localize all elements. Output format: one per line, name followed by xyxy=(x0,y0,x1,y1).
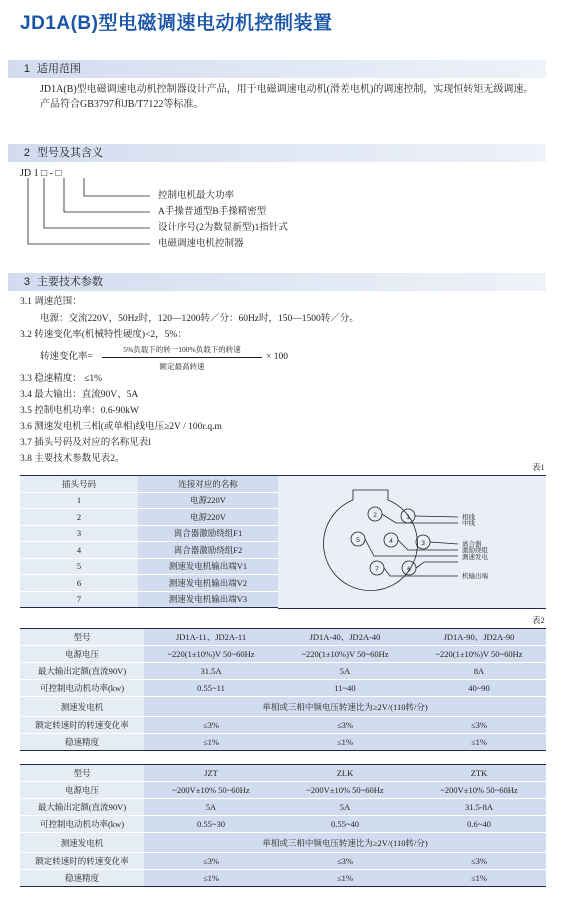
table-row xyxy=(20,492,278,509)
param-3-4: 3.4 最大输出：直流90V、5A xyxy=(20,390,139,400)
table-cell: 电源220V xyxy=(138,509,278,526)
param-3-1-detail: 电源：交流220V，50Hz时，120—1200转／分：60Hz时，150—1500转／分。 xyxy=(40,314,359,324)
spec-table-jzt xyxy=(20,764,546,887)
diagram-label: 离合器 xyxy=(462,541,482,548)
table-cell: 测速发电机输出端V1 xyxy=(138,558,278,575)
table-header-cell: JD1A-90、JD2A-90 xyxy=(412,629,546,646)
pin-label: 6 xyxy=(407,566,411,573)
table2-label: 表2 xyxy=(532,615,545,625)
table-cell: 40~90 xyxy=(412,680,546,697)
model-meaning-type: A手操普通型B手操精密型 xyxy=(158,207,267,217)
table-row xyxy=(20,734,546,751)
table-cell: ≤1% xyxy=(278,870,412,887)
section-number: 1 xyxy=(23,63,30,75)
scope-text-1: JD1A(B)型电磁调速电动机控制器设计产品，用于电磁调速电动机(滑差电机)的调速控制，实现恒转矩无级调速。 xyxy=(40,84,534,95)
table-header-cell: ZTK xyxy=(412,765,546,782)
page-title: JD1A(B)型电磁调速电动机控制装置 xyxy=(20,13,333,34)
table-row xyxy=(20,816,546,833)
table-cell: 额定转速时的转速变化率 xyxy=(20,853,144,870)
formula-denominator: 额定最高转速 xyxy=(159,362,205,371)
table-cell: 0.6~40 xyxy=(412,816,546,833)
table-row xyxy=(20,509,278,526)
table-cell: 7 xyxy=(20,591,138,608)
table-cell: 0.55~30 xyxy=(144,816,278,833)
table-cell: 8A xyxy=(412,663,546,680)
plug-table xyxy=(20,475,278,608)
model-bracket-diagram xyxy=(0,0,576,260)
table-row xyxy=(20,591,278,608)
table-cell: 31.5-8A xyxy=(412,799,546,816)
section-header-params xyxy=(8,273,546,291)
section-label: 主要技术参数 xyxy=(37,276,103,288)
table-cell: 稳速精度 xyxy=(20,734,144,751)
table-cell: 电源电压 xyxy=(20,782,144,799)
table-row xyxy=(20,833,546,853)
pin-label: 7 xyxy=(375,566,379,573)
table-cell: 31.5A xyxy=(144,663,278,680)
table-row xyxy=(20,663,546,680)
formula-numerator: 5%负载下的转一100%负载下的转速 xyxy=(123,345,241,354)
diagram-label: 测速发电 xyxy=(462,554,488,561)
table-row xyxy=(20,697,546,717)
table-row xyxy=(20,782,546,799)
table-cell: 1 xyxy=(20,492,138,509)
table-row xyxy=(20,853,546,870)
table-cell: 离合器激励绕组F2 xyxy=(138,542,278,559)
table-header-row xyxy=(20,765,546,782)
table-cell: 测速发电机输出端V3 xyxy=(138,591,278,608)
table-cell: 5 xyxy=(20,558,138,575)
table-cell: ≤1% xyxy=(412,734,546,751)
diagram-label: 相线 xyxy=(462,514,475,521)
table-cell: 2 xyxy=(20,509,138,526)
formula-multiplier: × 100 xyxy=(266,352,288,362)
table-cell: ≤3% xyxy=(144,717,278,734)
pin-label: 4 xyxy=(389,538,393,545)
table-row xyxy=(20,646,546,663)
model-meaning-power: 控制电机最大功率 xyxy=(158,191,235,201)
table-header-cell: ZLK xyxy=(278,765,412,782)
model-meaning-controller: 电磁调速电机控制器 xyxy=(158,239,244,249)
table-cell: 额定转速时的转速变化率 xyxy=(20,717,144,734)
table-cell: 单相或三相中频电压转速比为≥2V/(110转/分) xyxy=(144,697,546,717)
table-cell: 最大输出定额(直流90V) xyxy=(20,799,144,816)
table-cell: ≤3% xyxy=(144,853,278,870)
table-row xyxy=(20,717,546,734)
table-cell: ~220(1±10%)V 50~60Hz xyxy=(278,646,412,663)
table1-label: 表1 xyxy=(532,462,545,472)
formula-fraction-bar xyxy=(102,357,262,358)
section-label: 适用范围 xyxy=(37,63,81,75)
table-cell: 可控制电动机功率(kw) xyxy=(20,816,144,833)
pin-label: 1 xyxy=(406,514,410,521)
table-cell: 6 xyxy=(20,575,138,592)
param-3-6: 3.6 测速发电机三相(或单相)线电压≥2V / 100r.q.m xyxy=(20,422,222,432)
table-header-row xyxy=(20,476,278,493)
pin-label: 2 xyxy=(373,512,377,519)
table-cell: 电源电压 xyxy=(20,646,144,663)
table-cell: ~200V±10% 50~60Hz xyxy=(412,782,546,799)
table-header-cell: JD1A-11、JD2A-11 xyxy=(144,629,278,646)
param-3-3: 3.3 稳速精度： ≤1% xyxy=(20,374,103,384)
section-number: 3 xyxy=(23,276,30,288)
table-cell: 4 xyxy=(20,542,138,559)
table-cell: ~220(1±10%)V 50~60Hz xyxy=(144,646,278,663)
table-cell: ~200V±10% 50~60Hz xyxy=(144,782,278,799)
table-header-cell: 连接对应的名称 xyxy=(138,476,278,493)
table-cell: 最大输出定额(直流90V) xyxy=(20,663,144,680)
table-cell: ≤1% xyxy=(412,870,546,887)
model-meaning-design: 设计序号(2为数显新型)1指针式 xyxy=(158,223,288,233)
table-cell: 单相或三相中频电压转速比为≥2V/(110转/分) xyxy=(144,833,546,853)
table-header-row xyxy=(20,629,546,646)
table-cell: 5A xyxy=(144,799,278,816)
spec-table-jd xyxy=(20,628,546,751)
param-3-7: 3.7 插头号码及对应的名称见表l xyxy=(20,438,151,448)
pin-label: 5 xyxy=(356,537,360,544)
table-row xyxy=(20,870,546,887)
param-3-8: 3.8 主要技术参数见表2。 xyxy=(20,454,125,464)
diagram-label: 机输出端 xyxy=(462,573,488,580)
table-row xyxy=(20,575,278,592)
section-label: 型号及其含义 xyxy=(37,147,103,159)
plug-connector-diagram xyxy=(278,476,546,608)
table-cell: 5A xyxy=(278,799,412,816)
table-header-cell: JD1A-40、JD2A-40 xyxy=(278,629,412,646)
table-cell: 3 xyxy=(20,525,138,542)
table-cell: 0.55~40 xyxy=(278,816,412,833)
formula-label: 转速变化率= xyxy=(40,352,93,362)
table-cell: ≤3% xyxy=(278,853,412,870)
table-cell: ~200V±10% 50~60Hz xyxy=(278,782,412,799)
table-row xyxy=(20,525,278,542)
table-cell: 测速发电机 xyxy=(20,697,144,717)
table-row xyxy=(20,680,546,697)
section-number: 2 xyxy=(23,147,30,159)
diagram-label: 激励绕组 xyxy=(462,547,488,554)
table-row xyxy=(20,542,278,559)
table-header-cell: JZT xyxy=(144,765,278,782)
pin-label: 3 xyxy=(421,540,425,547)
table-cell: ≤1% xyxy=(278,734,412,751)
table-cell: 5A xyxy=(278,663,412,680)
table-cell: 电源220V xyxy=(138,492,278,509)
table-cell: 测速发电机输出端V2 xyxy=(138,575,278,592)
param-3-2: 3.2 转速变化率(机械特性硬度)<2，5%： xyxy=(20,330,187,340)
table-cell: ≤3% xyxy=(412,717,546,734)
table-header-cell: 型号 xyxy=(20,629,144,646)
table-row xyxy=(20,558,278,575)
table-cell: ≤1% xyxy=(144,870,278,887)
table-cell: 可控制电动机功率(kw) xyxy=(20,680,144,697)
table-row xyxy=(20,799,546,816)
table-cell: 稳速精度 xyxy=(20,870,144,887)
diagram-label: 中线 xyxy=(462,520,475,527)
param-3-5: 3.5 控制电机功率：0.6-90kW xyxy=(20,406,140,416)
table-cell: ≤3% xyxy=(412,853,546,870)
model-code: JD 1 □ - □ xyxy=(20,168,62,179)
table-cell: 0.55~11 xyxy=(144,680,278,697)
param-3-1: 3.1 调速范围： xyxy=(20,297,82,307)
table-cell: 离合器激励绕组F1 xyxy=(138,525,278,542)
table-cell: ≤3% xyxy=(278,717,412,734)
table-header-cell: 插头号码 xyxy=(20,476,138,493)
table-cell: ≤1% xyxy=(144,734,278,751)
scope-text-2: 产品符合GB3797和JB/T7122等标准。 xyxy=(40,99,204,110)
table-cell: 11~40 xyxy=(278,680,412,697)
table-cell: ~220(1±10%)V 50~60Hz xyxy=(412,646,546,663)
table-cell: 测速发电机 xyxy=(20,833,144,853)
table-header-cell: 型号 xyxy=(20,765,144,782)
